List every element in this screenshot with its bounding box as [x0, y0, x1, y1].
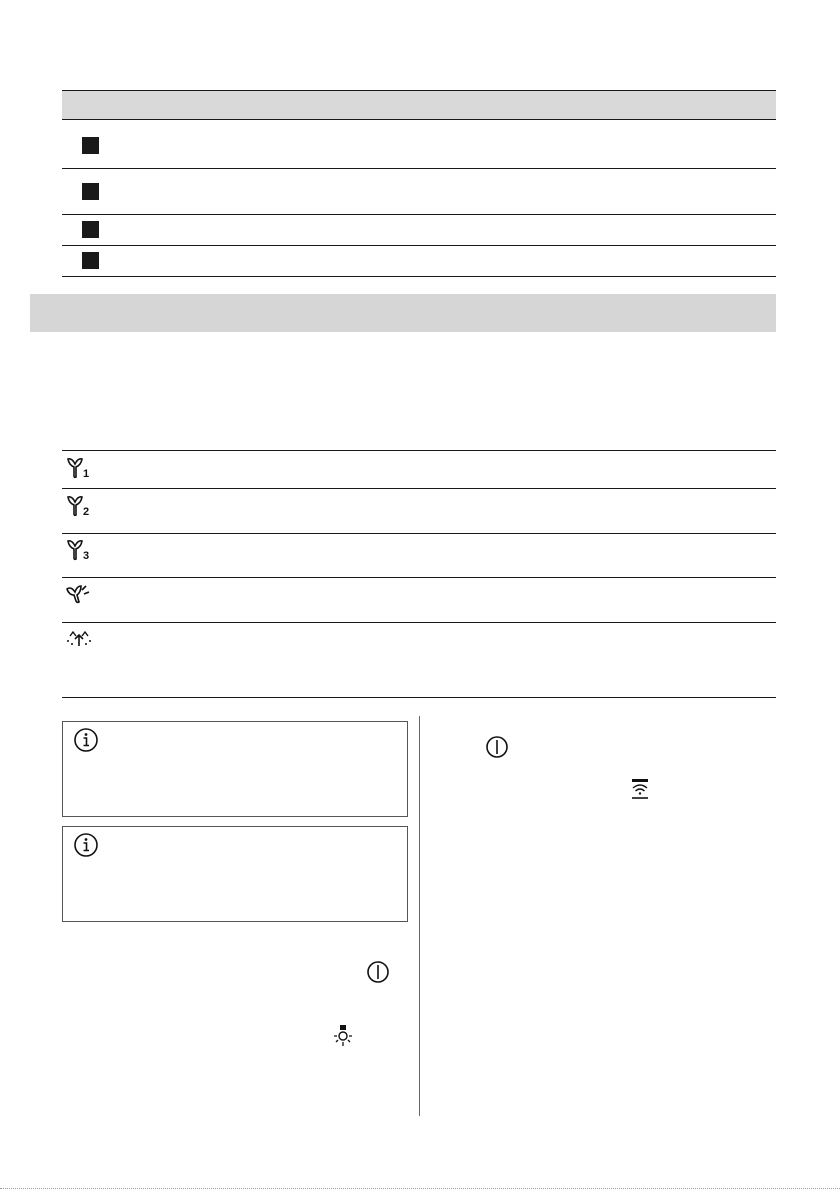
table-row-divider — [62, 577, 776, 578]
column-divider — [419, 716, 420, 1116]
svg-text:3: 3 — [83, 550, 90, 562]
row-marker-square — [82, 252, 99, 269]
hob-to-hood-wireless-icon — [627, 777, 653, 801]
fan-table-top-border — [62, 450, 776, 451]
table-row-divider — [62, 168, 776, 169]
fan-speed-3-icon — [64, 537, 94, 563]
table-bottom-border — [62, 276, 776, 277]
fan-boost-icon — [64, 582, 94, 608]
steam-extraction-icon — [64, 626, 94, 652]
row-marker-square — [82, 183, 99, 200]
power-icon — [366, 960, 390, 984]
svg-text:1: 1 — [83, 468, 90, 480]
row-marker-square — [82, 137, 99, 154]
table-row-divider — [62, 214, 776, 215]
light-icon — [331, 1023, 355, 1049]
row-marker-square — [82, 221, 99, 238]
fan-speed-1-icon — [64, 455, 94, 481]
info-note — [62, 721, 408, 817]
page-bottom-edge — [0, 1188, 840, 1189]
info-note — [62, 826, 408, 922]
table-row-divider — [62, 245, 776, 246]
info-icon — [73, 832, 99, 858]
table-row-divider — [62, 488, 776, 489]
fan-table-bottom-border — [62, 697, 776, 698]
fan-speed-2-icon — [64, 493, 94, 519]
info-icon — [73, 727, 99, 753]
table-row-divider — [62, 622, 776, 623]
table-row-divider — [62, 533, 776, 534]
section-heading-band — [30, 294, 776, 332]
power-icon — [485, 735, 509, 759]
table-header-band — [62, 90, 776, 120]
svg-text:2: 2 — [83, 506, 90, 518]
